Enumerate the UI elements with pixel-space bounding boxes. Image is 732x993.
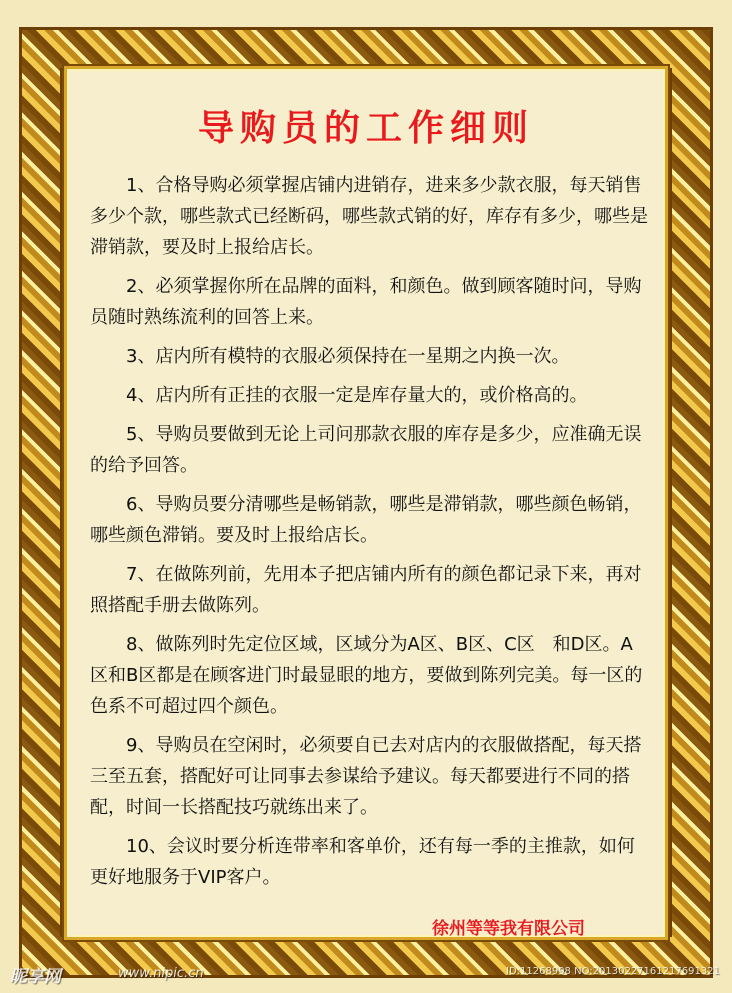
rule-item: 8、做陈列时先定位区域，区域分为A区、B区、C区 和D区。A区和B区都是在顾客进门时最显眼的地方，要做到陈列完美。每一区的色系不可超过四个颜色。	[90, 634, 643, 717]
rule-item: 7、在做陈列前，先用本子把店铺内所有的颜色都记录下来，再对照搭配手册去做陈列。	[90, 564, 642, 616]
rule-item: 1、合格导购必须掌握店铺内进销存，进来多少款衣服，每天销售多少个款，哪些款式已经断码，哪些款式销的好，库存有多少，哪些是滞销款，要及时上报给店长。	[90, 175, 648, 258]
rule-item: 5、导购员要做到无论上司问那款衣服的库存是多少，应准确无误的给予回答。	[90, 424, 642, 476]
rule-item: 6、导购员要分清哪些是畅销款，哪些是滞销款，哪些颜色畅销，哪些颜色滞销。要及时上报给店长。	[90, 494, 642, 546]
image-id-text: ID:11268998 NO:20130227161217691321	[506, 966, 720, 977]
watermark-brand: 昵享网	[10, 967, 61, 987]
rule-item: 3、店内所有模特的衣服必须保持在一星期之内换一次。	[126, 346, 570, 367]
rules-list	[90, 170, 650, 901]
rule-item: 4、店内所有正挂的衣服一定是库存量大的，或价格高的。	[126, 385, 588, 406]
rule-item: 2、必须掌握你所在品牌的面料，和颜色。做到顾客随时问，导购员随时熟练流利的回答上来。	[90, 276, 642, 328]
watermark-url: www.nipic.cn	[118, 966, 204, 981]
rule-item: 9、导购员在空闲时，必须要自已去对店内的衣服做搭配，每天搭三至五套，搭配好可让同事去参谋给予建议。每天都要进行不同的搭配，时间一长搭配技巧就练出来了。	[90, 735, 642, 818]
rule-item: 10、会议时要分析连带率和客单价，还有每一季的主推款，如何更好地服务于VIP客户。	[90, 836, 635, 888]
page-title: 导购员的工作细则	[197, 108, 534, 149]
company-name: 徐州等等我有限公司	[432, 919, 585, 939]
